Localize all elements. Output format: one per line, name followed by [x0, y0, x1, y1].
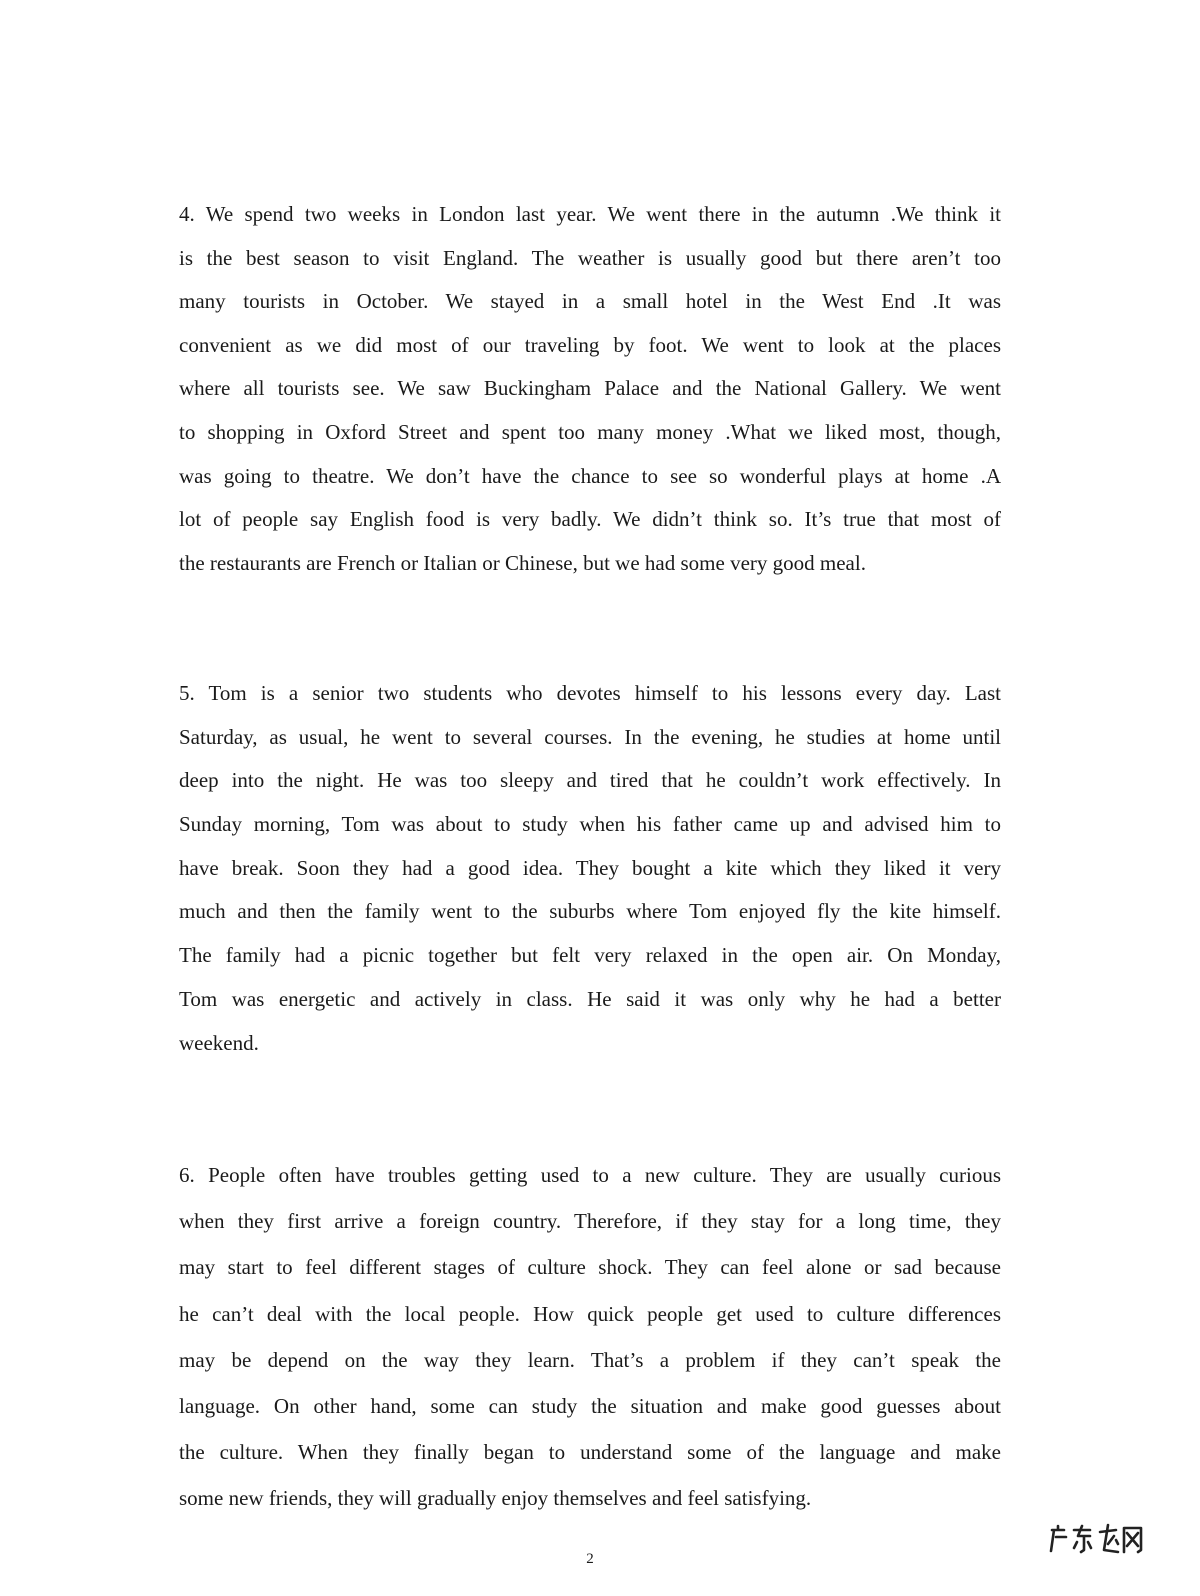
passage-line: weekend. [179, 1030, 259, 1055]
passage-line: was going to theatre. We don’t have the chance to see so wonderful plays at home .A [179, 463, 1001, 488]
passage-line: where all tourists see. We saw Buckingham Palace and the National Gallery. We went [179, 376, 1001, 401]
passage-line: many tourists in October. We stayed in a small hotel in the West End .It was [179, 289, 1001, 314]
passage-line: have break. Soon they had a good idea. They bought a kite which they liked it very [179, 855, 1001, 880]
passage-5 [179, 675, 1001, 1068]
site-watermark-logo [1048, 1522, 1144, 1556]
passage-4 [179, 196, 1001, 588]
passage-line: to shopping in Oxford Street and spent too many money .What we liked most, though, [179, 419, 1001, 444]
passage-line: language. On other hand, some can study the situation and make good guesses about [179, 1393, 1001, 1418]
passage-line: 5. Tom is a senior two students who devotes himself to his lessons every day. Last [179, 681, 1001, 705]
passage-line: 6. People often have troubles getting used to a new culture. They are usually curious [179, 1163, 1001, 1187]
passage-line: Sunday morning, Tom was about to study when his father came up and advised him to [179, 812, 1001, 837]
passage-line: the restaurants are French or Italian or Chinese, but we had some very good meal. [179, 550, 866, 575]
passage-line: he can’t deal with the local people. How quick people get used to culture differences [179, 1301, 1001, 1326]
passage-line: is the best season to visit England. The weather is usually good but there aren’t too [179, 245, 1001, 270]
page-number: 2 [586, 1551, 594, 1567]
passage-line: 4. We spend two weeks in London last year. We went there in the autumn .We think it [179, 202, 1001, 226]
passage-line: Saturday, as usual, he went to several courses. In the evening, he studies at home until [179, 724, 1001, 749]
passage-line: may start to feel different stages of culture shock. They can feel alone or sad because [179, 1255, 1001, 1280]
passage-6 [179, 1157, 1001, 1527]
passage-line: deep into the night. He was too sleepy and tired that he couldn’t work effectively. In [179, 768, 1001, 793]
passage-line: much and then the family went to the suburbs where Tom enjoyed fly the kite himself. [179, 899, 1001, 924]
passage-line: Tom was energetic and actively in class. He said it was only why he had a better [179, 986, 1001, 1011]
passage-line: may be depend on the way they learn. That’s a problem if they can’t speak the [179, 1347, 1001, 1372]
passage-line: convenient as we did most of our traveling by foot. We went to look at the places [179, 332, 1001, 357]
passage-line: when they first arrive a foreign country. Therefore, if they stay for a long time, they [179, 1209, 1001, 1234]
passage-line: the culture. When they finally began to understand some of the language and make [179, 1440, 1001, 1465]
passage-line: some new friends, they will gradually enjoy themselves and feel satisfying. [179, 1486, 812, 1511]
passage-line: The family had a picnic together but felt very relaxed in the open air. On Monday, [179, 943, 1001, 968]
passage-line: lot of people say English food is very badly. We didn’t think so. It’s true that most of [179, 507, 1001, 532]
